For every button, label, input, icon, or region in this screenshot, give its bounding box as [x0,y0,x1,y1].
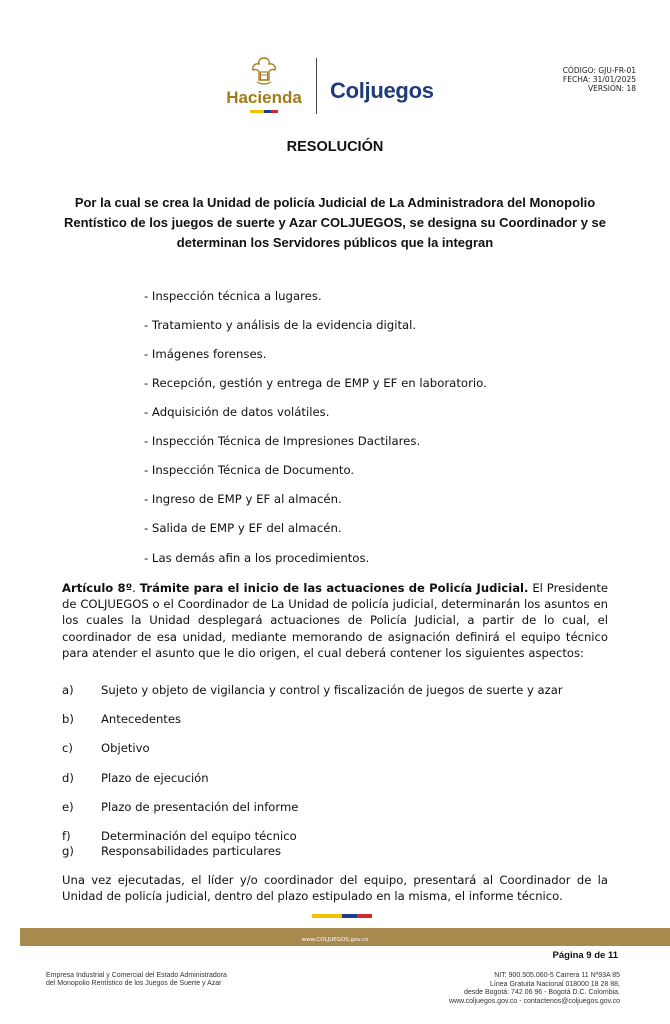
aspect-text: Objetivo [101,741,150,755]
aspect-item [62,800,298,814]
article-body: El Presidente de COLJUEGOS o el Coordinador de La Unidad de policía judicial, determinarán los asuntos en los cuales la Unidad desplegará actuaciones de Policía Judicial, a partir de lo cual, el coordinador de esa unidad, mediante memorando de asignación definirá el equipo técnico para atender el asunto que le dio origen, el cual deberá contener los siguientes aspectos: [62,581,608,660]
footer-right-line: Línea Gratuita Nacional 018000 18 28 88, [490,980,620,988]
procedure-item: - Recepción, gestión y entrega de EMP y EF en laboratorio. [144,376,487,390]
footer-contact-link[interactable]: www.coljuegos.gov.co - contactenos@coljuegos.gov.co [448,997,620,1005]
article-heading: Artículo 8º [62,581,133,595]
aspect-text: Plazo de ejecución [101,771,209,785]
aspect-letter: e) [62,800,74,814]
procedure-item: - Ingreso de EMP y EF al almacén. [144,492,342,506]
aspect-item [62,844,281,858]
aspect-letter: b) [62,712,74,726]
coat-of-arms-icon [250,56,278,86]
aspect-letter: a) [62,683,74,697]
hacienda-logo-text: Hacienda [226,88,302,107]
footer-company-info [46,972,227,988]
procedure-item: - Imágenes forenses. [144,347,267,361]
footer-contact-info [449,972,620,1006]
document-code: CÓDIGO: GJU-FR-01 [562,66,636,75]
aspect-letter: g) [62,844,74,858]
closing-paragraph: Una vez ejecutadas, el líder y/o coordinador del equipo, presentará al Coordinador de la Unidad de policía judicial, dentro del plazo estipulado en la misma, el informe técnico. [62,873,608,904]
document-date: FECHA: 31/01/2025 [562,75,636,84]
footer-left-line: del Monopolio Rentístico de los Juegos de Suerte y Azar [46,980,222,987]
article-paragraph: Artículo 8º. Trámite para el inicio de las actuaciones de Policía Judicial. El Presidente de COLJUEGOS o el Coordinador de La Unidad de policía judicial, determinarán los asuntos en los cuales la Unidad desplegará actuaciones de Policía Judicial, a partir de lo cual, el coordinador de esa unidad, mediante memorando de asignación definirá el equipo técnico para atender el asunto que le dio origen, el cual deberá contener los siguientes aspectos: [62,581,608,660]
aspect-letter: c) [62,741,73,755]
document-version: VERSIÓN: 18 [587,84,636,93]
hacienda-logo [222,56,306,118]
coljuegos-logo [330,78,434,104]
aspect-item [62,771,209,785]
aspect-item [62,683,563,697]
page-number: Página 9 de 11 [552,950,618,961]
aspect-letter: f) [62,829,71,843]
footer-right-line: NIT: 900.505.060-5 Carrera 11 Nº93A 85 [494,972,620,979]
flag-stripe-icon [250,110,278,113]
document-code-box [563,66,636,93]
footer-url[interactable]: www.COLJUEGOS.gov.co [301,937,369,943]
aspect-item [62,829,297,843]
aspect-letter: d) [62,771,74,785]
flag-stripe-icon [312,914,372,918]
aspect-text: Responsabilidades particulares [101,844,282,858]
logo-divider [316,58,317,114]
procedure-item: - Adquisición de datos volátiles. [144,405,330,419]
procedure-item: - Tratamiento y análisis de la evidencia digital. [144,318,417,332]
procedure-item: - Las demás afin a los procedimientos. [144,551,370,565]
aspect-text: Determinación del equipo técnico [101,829,297,843]
document-subtitle: Por la cual se crea la Unidad de policía Judicial de La Administradora del Monopolio Rentístico de los juegos de suerte y Azar COLJUEGOS, se designa su Coordinador y se determinan los Servidores públicos que la integran [63,195,607,250]
aspect-text: Antecedentes [101,712,182,726]
aspect-text: Plazo de presentación del informe [101,800,299,814]
aspect-item [62,741,150,755]
procedure-item: - Inspección técnica a lugares. [144,289,322,303]
document-title: RESOLUCIÓN [286,139,384,155]
aspect-item [62,712,181,726]
aspect-text: Sujeto y objeto de vigilancia y control y fiscalización de juegos de suerte y azar [101,683,563,697]
procedure-item: - Salida de EMP y EF del almacén. [144,521,342,535]
coljuegos-logo-text: Coljuegos [330,78,434,103]
footer-left-line: Empresa Industrial y Comercial del Estado Administradora [46,972,227,979]
article-heading-title: Trámite para el inicio de las actuaciones de Policía Judicial. [139,581,529,595]
footer-right-line: desde Bogotá: 742 06 96 - Bogotá D.C. Colombia. [463,989,620,996]
procedure-item: - Inspección Técnica de Documento. [144,463,355,477]
procedure-item: - Inspección Técnica de Impresiones Dactilares. [144,434,421,448]
